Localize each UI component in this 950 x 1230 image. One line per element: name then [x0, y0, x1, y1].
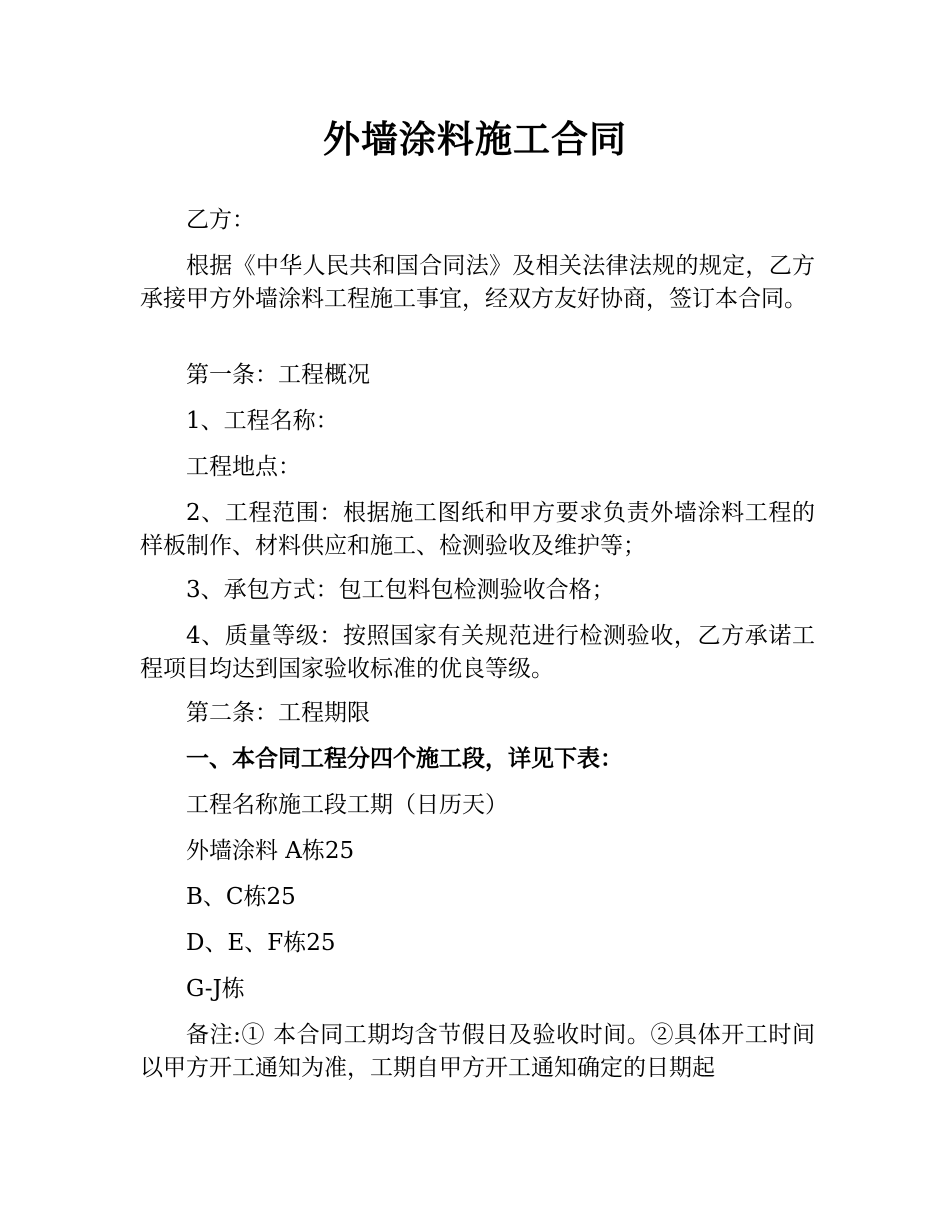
- article-1-heading: 第一条：工程概况: [186, 362, 370, 388]
- article-2-heading: 第二条：工程期限: [186, 700, 370, 726]
- quality-grade-paragraph: 4、质量等级：按照国家有关规范进行检测验收，乙方承诺工程项目均达到国家验收标准的优良等级。: [140, 623, 815, 682]
- intro-paragraph: 根据《中华人民共和国合同法》及相关法律法规的规定，乙方承接甲方外墙涂料工程施工事宜，经双方友好协商，签订本合同。: [140, 253, 815, 312]
- schedule-row-bc: B、C栋25: [186, 884, 296, 910]
- project-name-line: 1、工程名称：: [186, 408, 339, 434]
- project-scope-paragraph: 2、工程范围：根据施工图纸和甲方要求负责外墙涂料工程的样板制作、材料供应和施工、检测验收及维护等；: [140, 500, 815, 559]
- contract-method-line: 3、承包方式：包工包料包检测验收合格；: [186, 577, 615, 603]
- document-title: 外墙涂料施工合同: [323, 118, 627, 161]
- schedule-table-header: 工程名称施工段工期（日历天）: [186, 792, 508, 818]
- remarks-paragraph: 备注:① 本合同工期均含节假日及验收时间。②具体开工时间以甲方开工通知为准，工期自甲方开工通知确定的日期起: [140, 1022, 815, 1081]
- schedule-row-gj: G-J栋: [186, 976, 245, 1002]
- project-location-line: 工程地点：: [186, 454, 301, 480]
- construction-sections-heading: 一、本合同工程分四个施工段，详见下表：: [186, 746, 623, 772]
- schedule-row-def: D、E、F栋25: [186, 930, 336, 956]
- schedule-row-a: 外墙涂料 A栋25: [186, 838, 355, 864]
- party-b-line: 乙方：: [186, 207, 255, 233]
